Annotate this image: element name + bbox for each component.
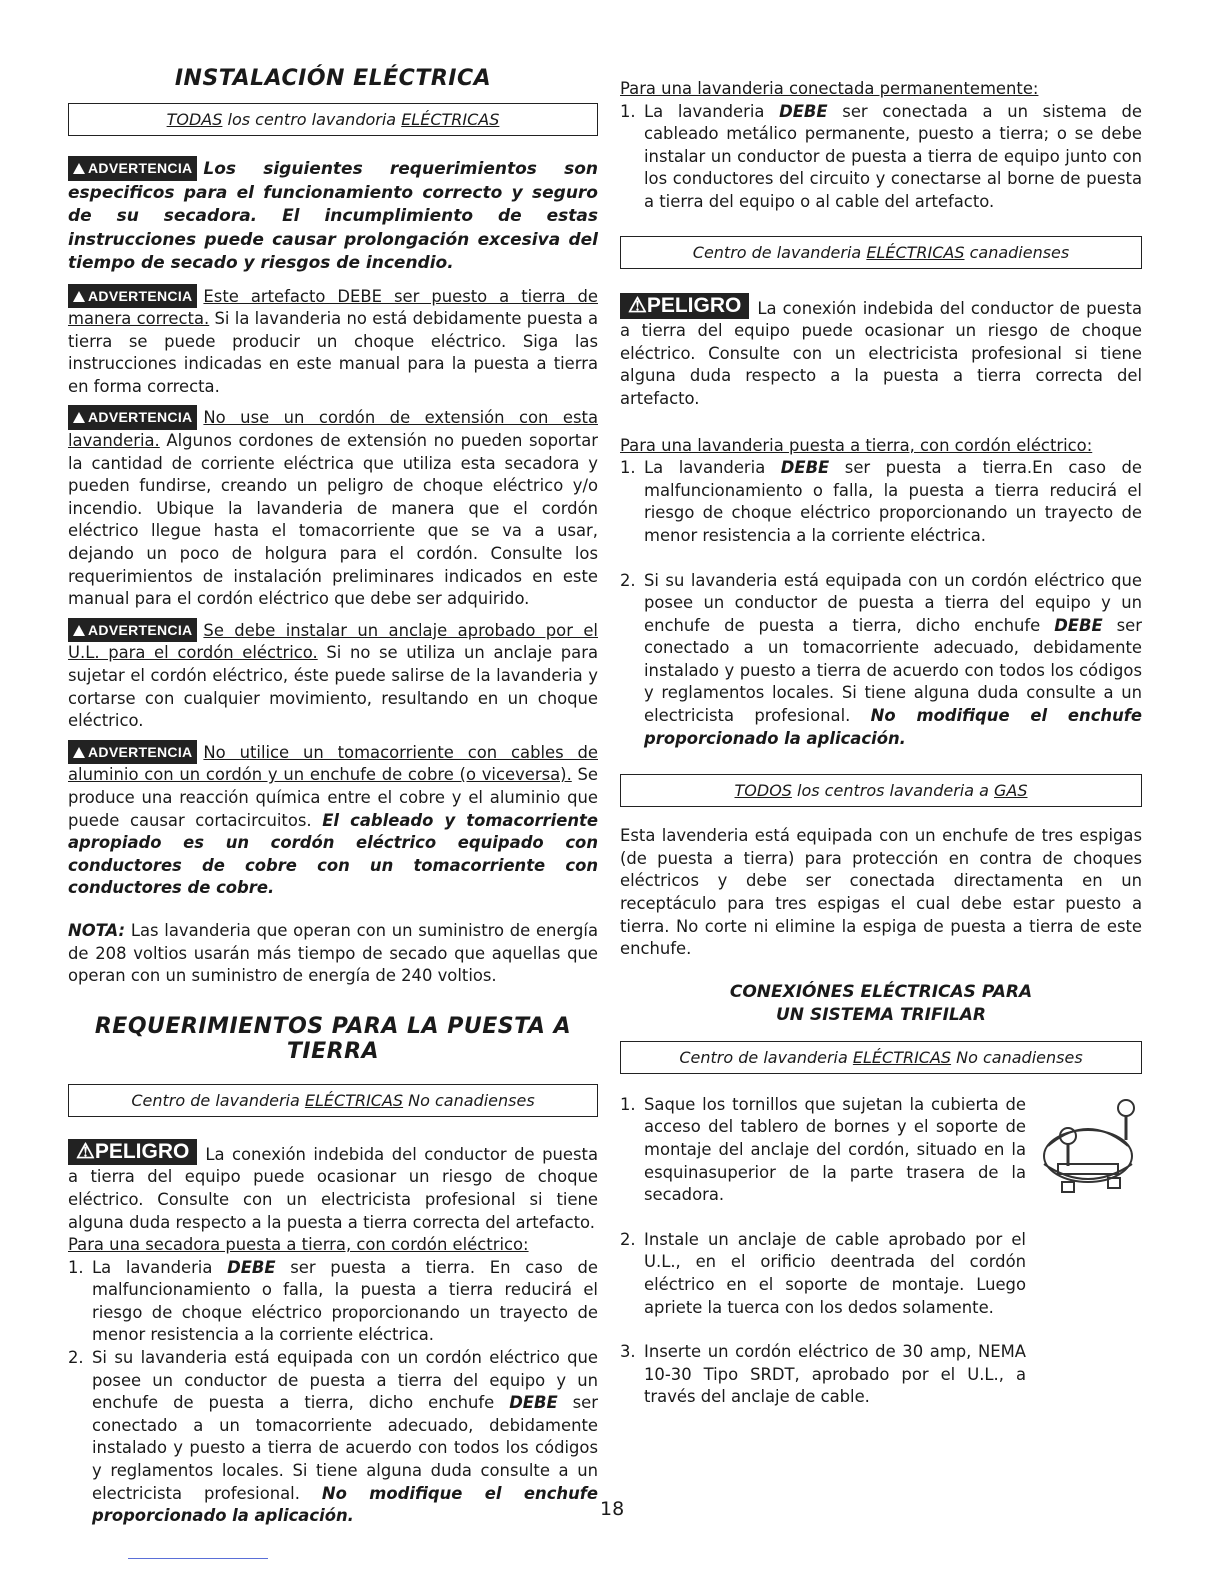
list-item: 3. Inserte un cordón eléctrico de 30 amp, NEMA 10-30 Tipo SRDT, aprobado por el U.L., a través del anclaje de cable. — [620, 1342, 1026, 1407]
box-header-no-canadienses-right: Centro de lavanderia ELÉCTRICAS No canadienses — [620, 1041, 1142, 1074]
warning-badge: ADVERTENCIA — [68, 405, 197, 430]
warning-2: ADVERTENCIA Este artefacto DEBE ser puesto a tierra de manera correcta. Si la lavanderia no está debidamente puesta a tierra se puede producir un choque eléctrico. Siga las instrucciones indicadas en este manual para la puesta a tierra en forma correcta. — [68, 284, 598, 399]
list-item: 2. Si su lavanderia está equipada con un cordón eléctrico que posee un conductor de puesta a tierra del equipo y un enchufe de puesta a tierra, dicho enchufe DEBE ser conectado a un tomacorriente adecuado, debidamente instalado y puesto a tierra de acuerdo con todos los códigos y reglamentos locales. Si tiene alguna duda consulte a un electricista profesional. No modifique el enchufe proporcionado la aplicación. — [620, 570, 1143, 748]
subheading-cord: Para una secadora puesta a tierra, con cordón eléctrico: — [68, 1235, 529, 1255]
right-column — [620, 78, 1142, 1409]
warning-5: ADVERTENCIA No utilice un tomacorriente con cables de aluminio con un cordón y un enchufe de cobre (o viceversa). Se produce una reacción química entre el cobre y el aluminio que puede causar cortacircuitos. El cableado y tomacorriente apropiado es un cordón eléctrico equipado con conductores de cobre con un tomacorriente con conductores de cobre. — [68, 740, 598, 900]
warning-triangle-icon — [73, 625, 85, 636]
box-header-todas-electricas: TODAS los centro lavandoria ELÉCTRICAS — [68, 103, 598, 136]
grounding-list-left — [68, 1257, 598, 1528]
steps-area — [620, 1094, 1142, 1409]
danger-1: ⚠PELIGRO La conexión indebida del conductor de puesta a tierra del equipo puede ocasionar un riesgo de choque eléctrico. Consulte con un electricista profesional si tiene alguna duda respecto a la puesta a tierra correcta del artefacto. — [68, 1139, 598, 1232]
warning-1: ADVERTENCIA Los siguientes requerimientos son especificos para el funcionamiento correcto y seguro de su secadora. El incumplimiento de estas instrucciones puede causar prolongación excesiva del tiempo de secado y riesgos de incendio. — [68, 156, 598, 276]
list-item: 1. La lavanderia DEBE ser conectada a un sistema de cableado metálico permanente, puesto a tierra; o se debe instalar un conductor de puesta a tierra de equipo junto con los conductores del circuito y conectarse al borne de puesta a tierra del equipo o al cable del artefacto. — [620, 101, 1142, 211]
warning-triangle-icon — [73, 163, 85, 174]
note: NOTA: Las lavanderia que operan con un suministro de energía de 208 voltios usarán más tiempo de secado que aquellas que operan con un suministro de energía de 240 voltios. — [68, 920, 598, 986]
subheading-permanent: Para una lavanderia conectada permanentemente: — [620, 79, 1039, 98]
danger-badge: ⚠PELIGRO — [620, 293, 749, 320]
cord-clamp-icon — [1028, 1094, 1148, 1214]
box-header-no-canadienses: Centro de lavanderia ELÉCTRICAS No canadienses — [68, 1084, 598, 1117]
warning-3: ADVERTENCIA No use un cordón de extensión con esta lavanderia. Algunos cordones de extensión no pueden soportar la cantidad de corriente eléctrica que utiliza esta secadora y pueden fundirse, creando un peligro de choque eléctrico y/o incendio. Ubique la lavanderia de manera que el cordón eléctrico llegue hasta el tomacorriente que se va a usar, dejando un poco de holgura para el cordón. Consulte los requerimientos de instalación preliminares indicados en este manual para el cordón eléctrico que debe ser adquirido. — [68, 405, 598, 610]
list-item: 2. Si su lavanderia está equipada con un cordón eléctrico que posee un conductor de puesta a tierra del equipo y un enchufe de puesta a tierra, dicho enchufe DEBE ser conectado a un tomacorriente adecuado, debidamente instalado y puesto a tierra de acuerdo con todos los códigos y reglamentos locales. Si tiene alguna duda consulte a un electricista profesional. No modifique el enchufe proporcionado la aplicación. — [68, 1348, 599, 1526]
danger-2: ⚠PELIGRO La conexión indebida del conductor de puesta a tierra del equipo puede ocasionar un riesgo de choque eléctrico. Consulte con un electricista profesional si tiene alguna duda respecto a la puesta a tierra correcta del artefacto. — [620, 293, 1142, 408]
list-item: 1. Saque los tornillos que sujetan la cubierta de acceso del tablero de bornes y el soporte de montaje del anclaje del cordón, situado en la esquinasuperior de la parte trasera de la secadora. — [620, 1094, 1026, 1205]
connections-title-2: UN SISTEMA TRIFILAR — [776, 1004, 986, 1025]
warning-triangle-icon — [73, 291, 85, 302]
list-item: 2. Instale un anclaje de cable aprobado por el U.L., en el orificio deentrada del cordón eléctrico en el soporte de montaje. Luego apriete la tuerca con los dedos solamente. — [620, 1229, 1026, 1317]
grounding-title: REQUERIMIENTOS PARA LA PUESTA A TIERRA — [94, 1013, 572, 1064]
danger-badge: ⚠PELIGRO — [68, 1139, 197, 1166]
warning-badge: ADVERTENCIA — [68, 156, 197, 181]
list-item: 1. La lavanderia DEBE ser puesta a tierra.En caso de malfuncionamiento o falla, la puesta a tierra reducirá el riesgo de choque eléctrico proporcionando un trayecto de menor resistencia a la corriente eléctrica. — [620, 458, 1142, 545]
connections-title-1: CONEXIÓNES ELÉCTRICAS PARA — [729, 981, 1033, 1002]
footer-rule — [128, 1558, 268, 1559]
list-item: 1. La lavanderia DEBE ser puesta a tierra. En caso de malfuncionamiento o falla, la puesta a tierra reducirá el riesgo de choque eléctrico proporcionando un trayecto de menor resistencia a la corriente eléctrica. — [68, 1257, 598, 1345]
left-column — [68, 60, 598, 1528]
warning-badge: ADVERTENCIA — [68, 618, 197, 643]
subheading-cord-right: Para una lavanderia puesta a tierra, con cordón eléctrico: — [620, 435, 1093, 455]
box-header-gas: TODOS los centros lavanderia a GAS — [620, 774, 1142, 807]
section-title: INSTALACIÓN ELÉCTRICA — [174, 66, 492, 91]
box-header-canadienses: Centro de lavanderia ELÉCTRICAS canadienses — [620, 236, 1142, 269]
warning-badge: ADVERTENCIA — [68, 740, 197, 765]
gas-paragraph: Esta lavenderia está equipada con un enchufe de tres espigas (de puesta a tierra) para protección en contra de choques eléctricos y debe ser conectada directamenta en un receptáculo para tres espigas el cual debe estar puesto a tierra. No corte ni elimine la espiga de puesta a tierra de este enchufe. — [620, 826, 1142, 959]
permanent-list — [620, 101, 1142, 214]
warning-triangle-icon — [73, 412, 85, 423]
warning-triangle-icon — [73, 747, 85, 758]
warning-4: ADVERTENCIA Se debe instalar un anclaje aprobado por el U.L. para el cordón eléctrico. Si no se utiliza un anclaje para sujetar el cordón eléctrico, éste puede salirse de la lavanderia y cortarse con cualquier movimiento, resultando en un choque eléctrico. — [68, 618, 598, 733]
page-number: 18 — [600, 1498, 625, 1520]
grounding-list-right — [620, 457, 1142, 750]
warning-badge: ADVERTENCIA — [68, 284, 197, 309]
